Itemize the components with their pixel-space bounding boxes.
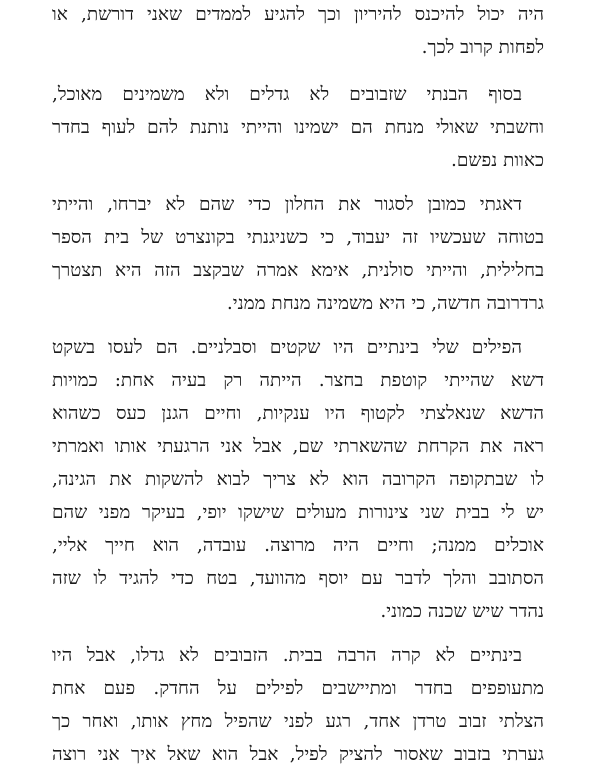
text-line: מתעופפים בחדר ומתיישבים לפילים על החדק. פעם אחת <box>52 678 544 699</box>
text-line: גרדרובה חדשה, כי היא משמינה מנחת ממני. <box>226 293 544 314</box>
text-line: דשא שהייתי קוטפת בחצר. הייתה רק בעיה אחת: כמויות <box>52 370 544 391</box>
text-line: יש לי בבית שני צינורות מעולים שישקו יופי, בעיקר מפני שהם <box>52 502 544 523</box>
text-line: וחשבתי שאולי מנחת הם ישמינו והייתי נותנת להם לעוף בחדר <box>52 117 544 138</box>
text-line: בינתיים לא קרה הרבה בבית. הזבובים לא גדלו, אבל היו <box>52 645 522 666</box>
text-line: גערתי בזבוב שאסור להציק לפיל, אבל הוא שאל איך אני רוצה <box>52 744 544 765</box>
text-line: הצלתי זבוב טרדן אחד, רגע לפני שהפיל מחץ אותו, ואחר כך <box>52 711 544 732</box>
text-line: בסוף הבנתי שזבובים לא גדלים ולא משמינים מאוכל, <box>52 84 522 105</box>
text-line: בחלילית, והייתי סולנית, אימא אמרה שבקצב הזה היא תצטרך <box>52 260 544 281</box>
text-line: נהדר שיש שכנה כמוני. <box>380 601 544 622</box>
text-line: לפחות קרוב לכך. <box>421 37 544 58</box>
text-line: בטוחה שעכשיו זה יעבוד, כי כשניגנתי בקונצרט של בית הספר <box>52 227 544 248</box>
text-line: הסתובב והלך לדבר עם יוסף מהוועד, בטח כדי להגיד לו שזה <box>52 568 544 589</box>
text-line: הפילים שלי בינתיים היו שקטים וסבלניים. הם לעסו בשקט <box>52 337 522 358</box>
text-line: ראה את הקרחת שהשארתי שם, אבל אני הרגעתי אותו ואמרתי <box>52 436 544 457</box>
text-line: הדשא שנאלצתי לקטוף היו ענקיות, וחיים הגנן כעס כשהוא <box>52 403 544 424</box>
text-line: היה יכול להיכנס להיריון וכך להגיע לממדים שאני דורשת, או <box>52 4 544 25</box>
text-line: לו שבתקופה הקרובה הוא לא צריך לבוא להשקות את הגינה, <box>52 469 544 490</box>
text-line: אוכלים ממנה; וחיים היה מרוצה. עובדה, הוא חייך אליי, <box>52 535 544 556</box>
text-line: דאגתי כמובן לסגור את החלון כדי שהם לא יברחו, והייתי <box>52 194 522 215</box>
text-line: כאוות נפשם. <box>450 150 544 171</box>
